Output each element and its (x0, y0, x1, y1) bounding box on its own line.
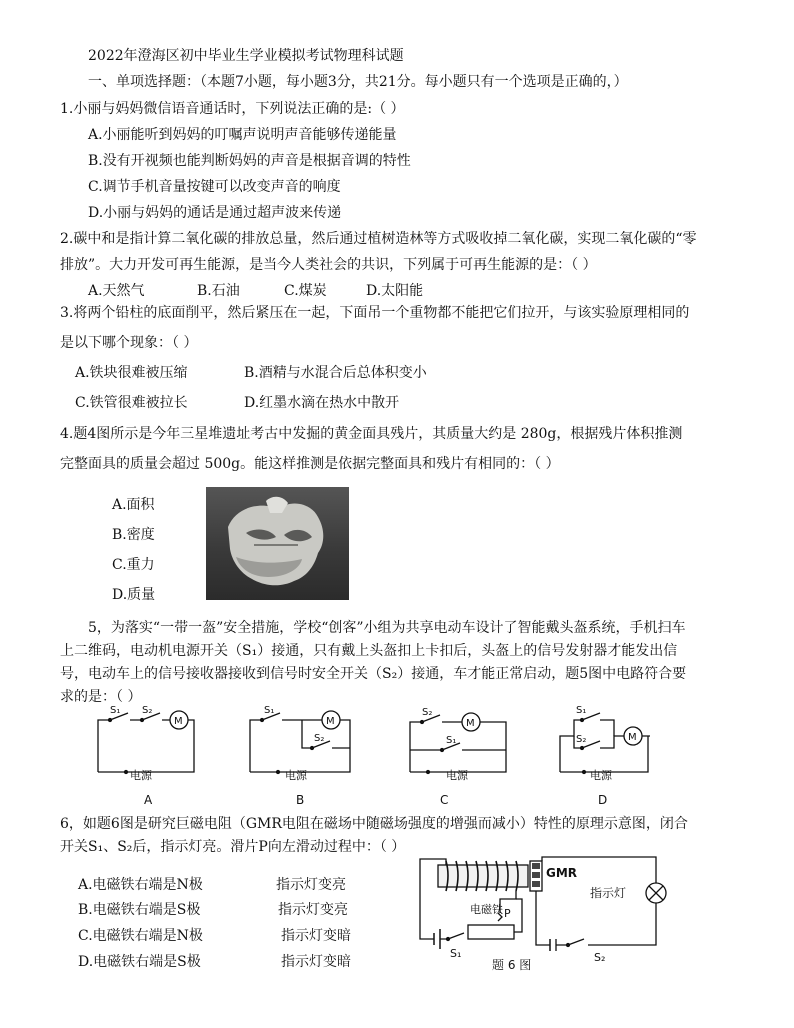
q4-option-a: A.面积 (112, 497, 155, 513)
q4-option-b: B.密度 (112, 527, 155, 543)
b-motor-label: M (326, 716, 335, 727)
q6-option-b-effect: 指示灯变亮 (278, 902, 348, 918)
q3-option-b: B.酒精与水混合后总体积变小 (244, 365, 427, 381)
q4-stem-line1: 4.题4图所示是今年三星堆遗址考古中发掘的黄金面具残片，其质量大约是 280g，根据残片体积推测 (60, 426, 683, 442)
q4-stem-line2: 完整面具的质量会超过 500g。能这样推测是依据完整面具和残片有相同的：（ ） (60, 456, 560, 472)
q1-option-a: A.小丽能听到妈妈的叮嘱声说明声音能够传递能量 (88, 127, 397, 143)
q6-option-c: C.电磁铁右端是N极 (78, 928, 203, 944)
q2-stem-line1: 2.碳中和是指计算二氧化碳的排放总量，然后通过植树造林等方式吸收掉二氧化碳，实现二氧化碳的“零 (60, 231, 697, 247)
a-s1-label: S₁ (110, 705, 121, 716)
circuit-b (250, 705, 350, 782)
q5-stem-line1: 5，为落实“一带一盔”安全措施，学校“创客”小组为共享电动车设计了智能戴头盔系统，手机扫车 (88, 620, 686, 636)
electromagnet-label: 电磁铁 (470, 903, 503, 916)
q6-stem-line1: 6，如题6图是研究巨磁电阻（GMR电阻在磁场中随磁场强度的增强而减小）特性的原理示意图，闭合 (60, 816, 688, 832)
d-motor-label: M (628, 732, 637, 743)
q1-stem: 1.小丽与妈妈微信语音通话时，下列说法正确的是:（ ） (60, 101, 405, 117)
q3-option-a: A.铁块很难被压缩 (75, 365, 188, 381)
q6-option-a: A.电磁铁右端是N极 (78, 877, 203, 893)
q1-option-b: B.没有开视频也能判断妈妈的声音是根据音调的特性 (88, 153, 411, 169)
q1-option-c: C.调节手机音量按键可以改变声音的响度 (88, 179, 341, 195)
q6-figure-caption: 题 6 图 (492, 958, 532, 972)
d-s2-label: S₂ (576, 734, 587, 745)
q5-stem-line3: 号，电动车上的信号接收器接收到信号时安全开关（S₂）接通，车才能正常启动，题5图中电路符合要 (60, 666, 687, 682)
q3-option-d: D.红墨水滴在热水中散开 (244, 395, 400, 411)
q3-stem-line2: 是以下哪个现象：（ ） (60, 335, 198, 351)
b-s2-label: S₂ (314, 733, 325, 744)
circuit-a (98, 705, 194, 782)
b-power-label: 电源 (285, 769, 307, 782)
q6-option-a-effect: 指示灯变亮 (276, 877, 346, 893)
q6-option-d-effect: 指示灯变暗 (281, 954, 351, 970)
circuit-label-d: D (598, 793, 608, 807)
q6-option-b: B.电磁铁右端是S极 (78, 902, 201, 918)
q2-option-c: C.煤炭 (284, 283, 327, 299)
circuit-label-a: A (144, 793, 153, 807)
c-motor-label: M (466, 718, 475, 729)
slider-p-label: P (504, 907, 511, 920)
q6-s1-label: S₁ (450, 947, 462, 960)
page-title: 2022年澄海区初中毕业生学业模拟考试物理科试题 (88, 48, 404, 64)
gold-mask-photo (206, 487, 349, 600)
q6-stem-line2: 开关S₁、S₂后，指示灯亮。滑片P向左滑动过程中：（ ） (60, 839, 406, 855)
q3-stem-line1: 3.将两个铅柱的底面削平，然后紧压在一起，下面吊一个重物都不能把它们拉开，与该实验原理相同的 (60, 305, 690, 321)
c-power-label: 电源 (446, 769, 468, 782)
circuit-label-c: C (440, 793, 449, 807)
q6-s2-label: S₂ (594, 951, 606, 964)
q6-option-d: D.电磁铁右端是S极 (78, 954, 201, 970)
q3-option-c: C.铁管很难被拉长 (75, 395, 188, 411)
d-s1-label: S₁ (576, 705, 587, 716)
q5-circuit-diagrams (90, 700, 650, 810)
gmr-label: GMR (546, 866, 578, 880)
q6-gmr-circuit-figure (410, 855, 680, 975)
q4-option-d: D.质量 (112, 587, 156, 603)
circuit-label-b: B (296, 793, 305, 807)
q5-stem-line2: 上二维码，电动机电源开关（S₁）接通，只有戴上头盔扣上卡扣后，头盔上的信号发射器才能发出信 (60, 643, 678, 659)
c-s1-label: S₁ (446, 735, 457, 746)
q5-stem-line4: 求的是：（ ） (60, 689, 142, 705)
q4-option-c: C.重力 (112, 557, 155, 573)
b-s1-label: S₁ (264, 705, 275, 716)
q6-option-c-effect: 指示灯变暗 (281, 928, 351, 944)
q2-stem-line2: 排放”。大力开发可再生能源，是当今人类社会的共识，下列属于可再生能源的是：（ ） (60, 257, 597, 273)
c-s2-label: S₂ (422, 707, 433, 718)
q2-option-b: B.石油 (197, 283, 240, 299)
circuit-d (560, 705, 650, 782)
circuit-c (410, 707, 506, 782)
section-heading: 一、单项选择题：（本题7小题，每小题3分，共21分。每小题只有一个选项是正确的，） (88, 74, 628, 90)
q2-option-a: A.天然气 (88, 283, 145, 299)
indicator-light-label: 指示灯 (590, 886, 627, 900)
a-s2-label: S₂ (142, 705, 153, 716)
a-motor-label: M (174, 716, 183, 727)
d-power-label: 电源 (590, 769, 612, 782)
a-power-label: 电源 (130, 769, 152, 782)
q2-option-d: D.太阳能 (366, 283, 424, 299)
q1-option-d: D.小丽与妈妈的通话是通过超声波来传递 (88, 205, 342, 221)
